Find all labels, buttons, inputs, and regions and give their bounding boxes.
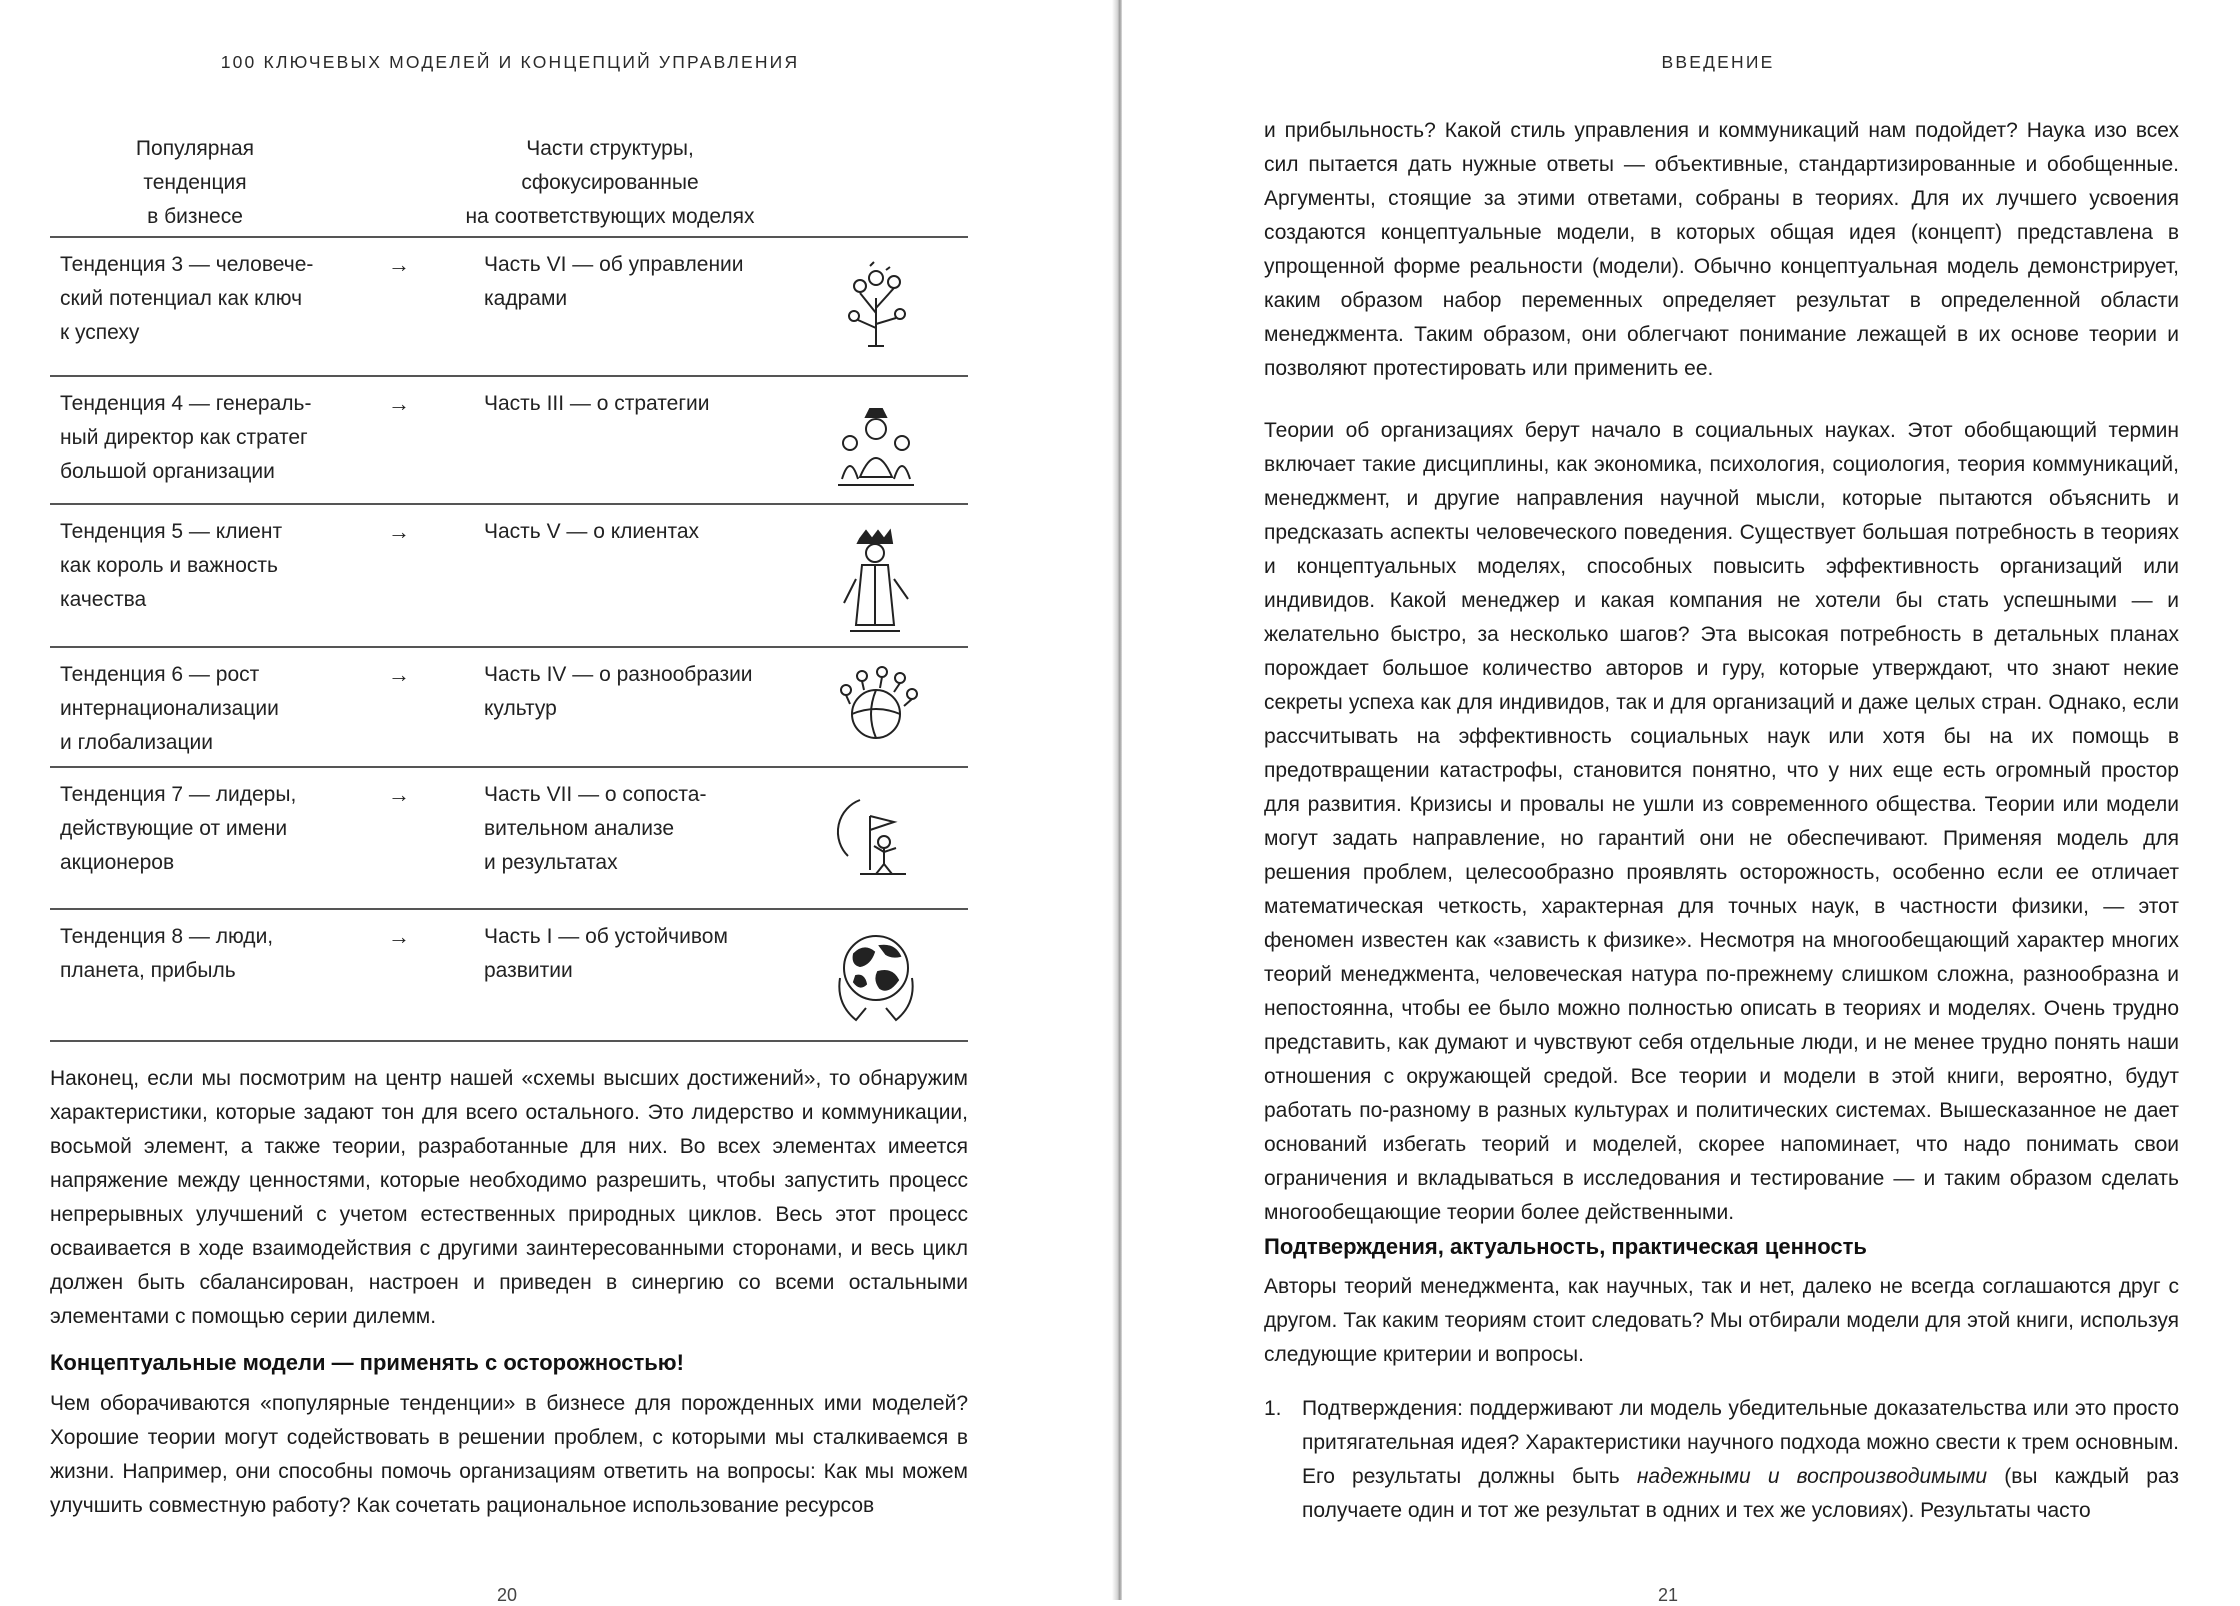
- right-running-head: ВВЕДЕНИЕ: [1661, 52, 1775, 72]
- part-cell: [484, 658, 784, 726]
- trend-line: к успеху: [60, 321, 140, 344]
- part-line: Часть V — о клиентах: [484, 520, 700, 543]
- trend-line: Тенденция 7 — лидеры,: [60, 783, 297, 806]
- trend-line: Тенденция 3 — человече-: [60, 253, 314, 276]
- trend-line: большой организации: [60, 460, 275, 483]
- earth-hands-icon: [830, 924, 922, 1028]
- right-paragraph-2: Теории об организациях берут начало в социальных науках. Этот обобщающий термин включает такие дисциплины, как экономика, психология, социология, теория коммуникаций, менеджмент, и другие направления научной мысли, которые пытаются объяснить и предсказать аспекты человеческого поведения. Существует большая потребность в теориях и концептуальных моделях, способных повысить эффективность организаций или индивидов. Какой менеджер и какая компания не хотели бы стать успешными — и желательно быстро, за несколько шагов? Эта высокая потребность в детальных планах порождает большое количество авторов и гуру, которые утверждают, что знают некие секреты успеха как для индивидов, так и для организаций и даже целых стран. Однако, если рассчитывать на эффективность социальных наук или хотя бы на их помощь в предотвращении катастрофы, становится понятно, что у них еще есть огромный простор для развития. Кризисы и провалы не ушли из современного общества. Теории или модели могут задать направление, но гарантий они не обеспечивают. Применяя модель для решения проблем, целесообразно проявлять осторожность, особенно если ее отличает математическая четкость, характерная для точных наук, в частности физики, — этот феномен известен как «зависть к физике». Несмотря на многообещающий характер многих теорий менеджмента, человеческая натура по-прежнему слишком сложна, разнообразна и непостоянна, чтобы ее было можно полностью описать в теориях и моделях. Очень трудно представить, как думают и чувствуют себя отдельные люди, и не менее трудно понять наши отношения с окружающей средой. Все теории и модели в этой книги, вероятно, будут работать по-разному в разных культурах и политических системах. Вышесказанное не дает оснований избегать теорий и моделей, скорее напоминает, что надо понимать свои ограничения и вкладываться в исследования и тестирование — и таким образом сделать многообещающие теории более действенными.: [1264, 419, 2179, 1224]
- table-row: [50, 377, 968, 505]
- trend-line: Тенденция 4 — генераль-: [60, 392, 312, 415]
- header-col2-line: сфокусированные: [521, 171, 699, 194]
- trend-cell: [60, 920, 335, 988]
- table-row: [50, 768, 968, 910]
- trend-cell: [60, 248, 335, 350]
- arrow-icon: →: [388, 782, 410, 807]
- part-cell: [484, 387, 784, 421]
- arrow-icon: →: [388, 252, 410, 277]
- part-line: кадрами: [484, 287, 568, 310]
- part-cell: [484, 515, 784, 549]
- page-number-left: 20: [497, 1585, 518, 1605]
- trend-line: действующие от имени: [60, 817, 288, 840]
- arrow-icon: →: [388, 924, 410, 949]
- left-paragraph-1: Наконец, если мы посмотрим на центр нашей «схемы высших достижений», то обнаружим характеристики, которые задают тон для всего остального. Это лидерство и коммуникации, восьмой элемент, а также теории, разработанные для них. Во всех элементах имеется напряжение между ценностями, которые необходимо разрешить, чтобы запустить процесс непрерывных улучшений с учетом естественных природных циклов. Весь этот процесс осваивается в ходе взаимодействия с другими заинтересованными сторонами, и весь цикл должен быть сбалансирован, настроен и приведен в синергию со всеми остальными элементами с помощью серии дилемм.: [50, 1067, 968, 1328]
- trend-cell: [60, 515, 335, 617]
- header-col1-line: Популярная: [135, 137, 255, 160]
- table-row: [50, 505, 968, 648]
- left-section-heading: Концептуальные модели — применять с осторожностью!: [50, 1350, 684, 1375]
- trend-line: Тенденция 6 — рост: [60, 663, 260, 686]
- header-popular-trend: [90, 132, 300, 234]
- list-number: 1.: [1264, 1397, 1282, 1420]
- part-line: развитии: [484, 959, 573, 982]
- table-row: [50, 238, 968, 377]
- header-structure-parts: [440, 132, 780, 234]
- trend-cell: [60, 387, 335, 489]
- header-col2-line: Части структуры,: [526, 137, 694, 160]
- globe-people-icon: [830, 660, 922, 752]
- part-line: Часть I — об устойчивом: [484, 925, 728, 948]
- header-col2-line: на соответствующих моделях: [465, 205, 755, 228]
- part-line: Часть IV — о разнообразии: [484, 663, 753, 686]
- list-text-emphasis: надежными и воспроизводимыми: [1636, 1465, 1988, 1488]
- left-page: [0, 0, 1118, 1605]
- trend-line: Тенденция 5 — клиент: [60, 520, 283, 543]
- arrow-icon: →: [388, 662, 410, 687]
- part-line: Часть VII — о сопоста-: [484, 783, 707, 806]
- trend-line: планета, прибыль: [60, 959, 236, 982]
- trend-table-header: [50, 128, 968, 236]
- right-page: [1118, 0, 2240, 1605]
- part-line: вительном анализе: [484, 817, 675, 840]
- list-text-end: (вы каждый раз получаете один и тот же результат в одних и тех же условиях). Результаты часто: [1302, 1465, 2180, 1522]
- people-tree-icon: [830, 258, 922, 350]
- trend-line: как король и важность: [60, 554, 278, 577]
- part-cell: [484, 920, 784, 988]
- left-running-head: 100 КЛЮЧЕВЫХ МОДЕЛЕЙ И КОНЦЕПЦИЙ УПРАВЛЕНИЯ: [220, 52, 800, 72]
- trend-line: акционеров: [60, 851, 175, 874]
- header-col1-line: тенденция: [143, 171, 247, 194]
- part-line: культур: [484, 697, 557, 720]
- king-client-icon: [830, 525, 922, 637]
- trend-cell: [60, 778, 335, 880]
- right-paragraph-3: Авторы теорий менеджмента, как научных, так и нет, далеко не всегда соглашаются друг с другом. Так каким теориям стоит следовать? Мы отбирали модели для этой книги, используя следующие критерии и вопросы.: [1264, 1275, 2179, 1366]
- table-row: [50, 910, 968, 1042]
- trend-cell: [60, 658, 335, 760]
- part-cell: [484, 248, 784, 316]
- trend-line: ский потенциал как ключ: [60, 287, 303, 310]
- list-text-start: Подтверждения: поддерживают ли модель убедительные доказательства или это просто притягательная идея? Характеристики научного подхода можно свести к трем основным. Его результаты должны быть: [1302, 1397, 2179, 1488]
- table-row: [50, 648, 968, 768]
- leader-flag-icon: [830, 786, 922, 878]
- strategist-crowd-icon: [830, 399, 922, 491]
- part-line: и результатах: [484, 851, 618, 874]
- trend-line: и глобализации: [60, 731, 213, 754]
- arrow-icon: →: [388, 391, 410, 416]
- part-line: Часть VI — об управлении: [484, 253, 744, 276]
- header-col1-line: в бизнесе: [147, 205, 243, 228]
- trend-table: [50, 128, 968, 1042]
- trend-line: Тенденция 8 — люди,: [60, 925, 274, 948]
- list-text: [1302, 1392, 2179, 1528]
- right-paragraph-1: и прибыльность? Какой стиль управления и коммуникаций нам подойдет? Наука изо всех сил пытается дать нужные ответы — объективные, стандартизированные и обобщенные. Аргументы, стоящие за этими ответами, собраны в теориях. Для их лучшего усвоения создаются концептуальные модели, в которых общая идея (концепт) представлена в упрощенной форме реальности (модели). Обычно концептуальная модель демонстрирует, каким образом набор переменных определяет результат в определенной области менеджмента. Таким образом, они облегчают понимание лежащей в их основе теории и позволяют протестировать или применить ее.: [1264, 119, 2179, 380]
- arrow-icon: →: [388, 519, 410, 544]
- part-cell: [484, 778, 784, 880]
- right-section-heading: Подтверждения, актуальность, практическая ценность: [1264, 1234, 1867, 1259]
- trend-line: качества: [60, 588, 147, 611]
- part-line: Часть III — о стратегии: [484, 392, 710, 415]
- trend-line: интернационализации: [60, 697, 279, 720]
- left-paragraph-2: Чем оборачиваются «популярные тенденции» в бизнесе для порожденных ими моделей? Хорошие теории могут содействовать в решении проблем, с которыми мы сталкиваемся в жизни. Например, они способны помочь организациям ответить на вопросы: Как мы можем улучшить совместную работу? Как сочетать рациональное использование ресурсов: [50, 1392, 968, 1517]
- page-number-right: 21: [1658, 1585, 1679, 1605]
- trend-line: ный директор как стратег: [60, 426, 308, 449]
